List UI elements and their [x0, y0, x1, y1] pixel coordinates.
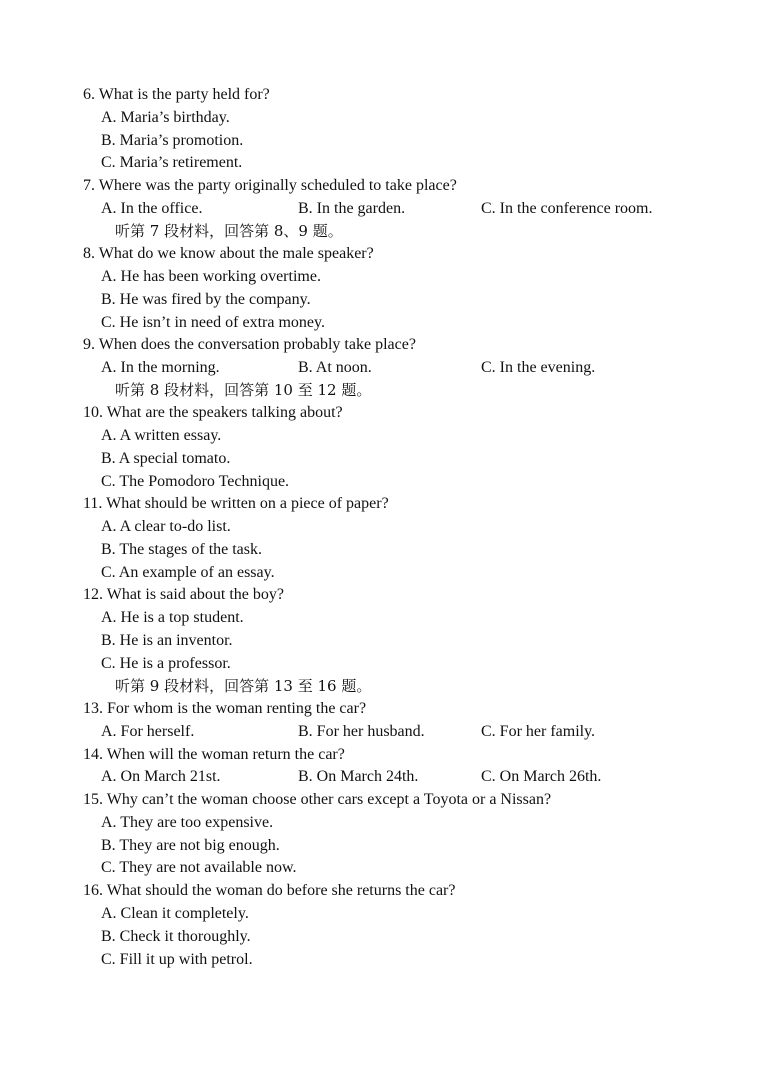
- question-12-stem: 12. What is said about the boy?: [83, 586, 285, 603]
- question-6-option-a: A. Maria’s birthday.: [101, 109, 230, 126]
- question-12-option-c: C. He is a professor.: [101, 655, 231, 672]
- question-6-stem: 6. What is the party held for?: [83, 86, 270, 103]
- question-14-option-c: C. On March 26th.: [481, 768, 602, 785]
- question-14-stem: 14. When will the woman return the car?: [83, 746, 345, 763]
- question-13-stem: 13. For whom is the woman renting the car?: [83, 700, 367, 717]
- question-11-stem: 11. What should be written on a piece of paper?: [83, 495, 389, 512]
- question-16-option-b: B. Check it thoroughly.: [101, 928, 251, 945]
- question-15-option-b: B. They are not big enough.: [101, 837, 280, 854]
- question-6-option-b: B. Maria’s promotion.: [101, 132, 244, 149]
- question-6-option-c: C. Maria’s retirement.: [101, 154, 243, 171]
- question-12-option-b: B. He is an inventor.: [101, 632, 233, 649]
- question-13-option-c: C. For her family.: [481, 723, 596, 740]
- question-14-option-a: A. On March 21st.: [101, 768, 221, 785]
- question-10-option-a: A. A written essay.: [101, 427, 222, 444]
- question-16-stem: 16. What should the woman do before she returns the car?: [83, 882, 456, 899]
- question-15-stem: 15. Why can’t the woman choose other cars except a Toyota or a Nissan?: [83, 791, 552, 808]
- question-15-option-a: A. They are too expensive.: [101, 814, 274, 831]
- question-9-stem: 9. When does the conversation probably take place?: [83, 336, 416, 353]
- question-7-option-c: C. In the conference room.: [481, 200, 653, 217]
- question-16-option-c: C. Fill it up with petrol.: [101, 951, 253, 968]
- question-13-option-a: A. For herself.: [101, 723, 195, 740]
- question-10-option-b: B. A special tomato.: [101, 450, 231, 467]
- question-9-option-a: A. In the morning.: [101, 359, 220, 376]
- question-11-option-a: A. A clear to-do list.: [101, 518, 231, 535]
- section-8-instruction: 听第 8 段材料，回答第 10 至 12 题。: [115, 381, 372, 399]
- question-8-option-c: C. He isn’t in need of extra money.: [101, 314, 325, 331]
- section-7-instruction: 听第 7 段材料，回答第 8、9 题。: [115, 222, 343, 240]
- question-15-option-c: C. They are not available now.: [101, 859, 297, 876]
- question-7-option-a: A. In the office.: [101, 200, 203, 217]
- question-9-option-c: C. In the evening.: [481, 359, 596, 376]
- question-8-option-b: B. He was fired by the company.: [101, 291, 311, 308]
- question-10-option-c: C. The Pomodoro Technique.: [101, 473, 290, 490]
- question-10-stem: 10. What are the speakers talking about?: [83, 404, 343, 421]
- question-11-option-b: B. The stages of the task.: [101, 541, 263, 558]
- question-16-option-a: A. Clean it completely.: [101, 905, 249, 922]
- section-9-instruction: 听第 9 段材料，回答第 13 至 16 题。: [115, 677, 372, 695]
- question-7-stem: 7. Where was the party originally scheduled to take place?: [83, 177, 457, 194]
- question-13-option-b: B. For her husband.: [298, 723, 425, 740]
- question-14-option-b: B. On March 24th.: [298, 768, 419, 785]
- question-11-option-c: C. An example of an essay.: [101, 564, 275, 581]
- question-12-option-a: A. He is a top student.: [101, 609, 244, 626]
- question-7-option-b: B. In the garden.: [298, 200, 406, 217]
- question-9-option-b: B. At noon.: [298, 359, 372, 376]
- question-8-stem: 8. What do we know about the male speaker?: [83, 245, 374, 262]
- question-8-option-a: A. He has been working overtime.: [101, 268, 321, 285]
